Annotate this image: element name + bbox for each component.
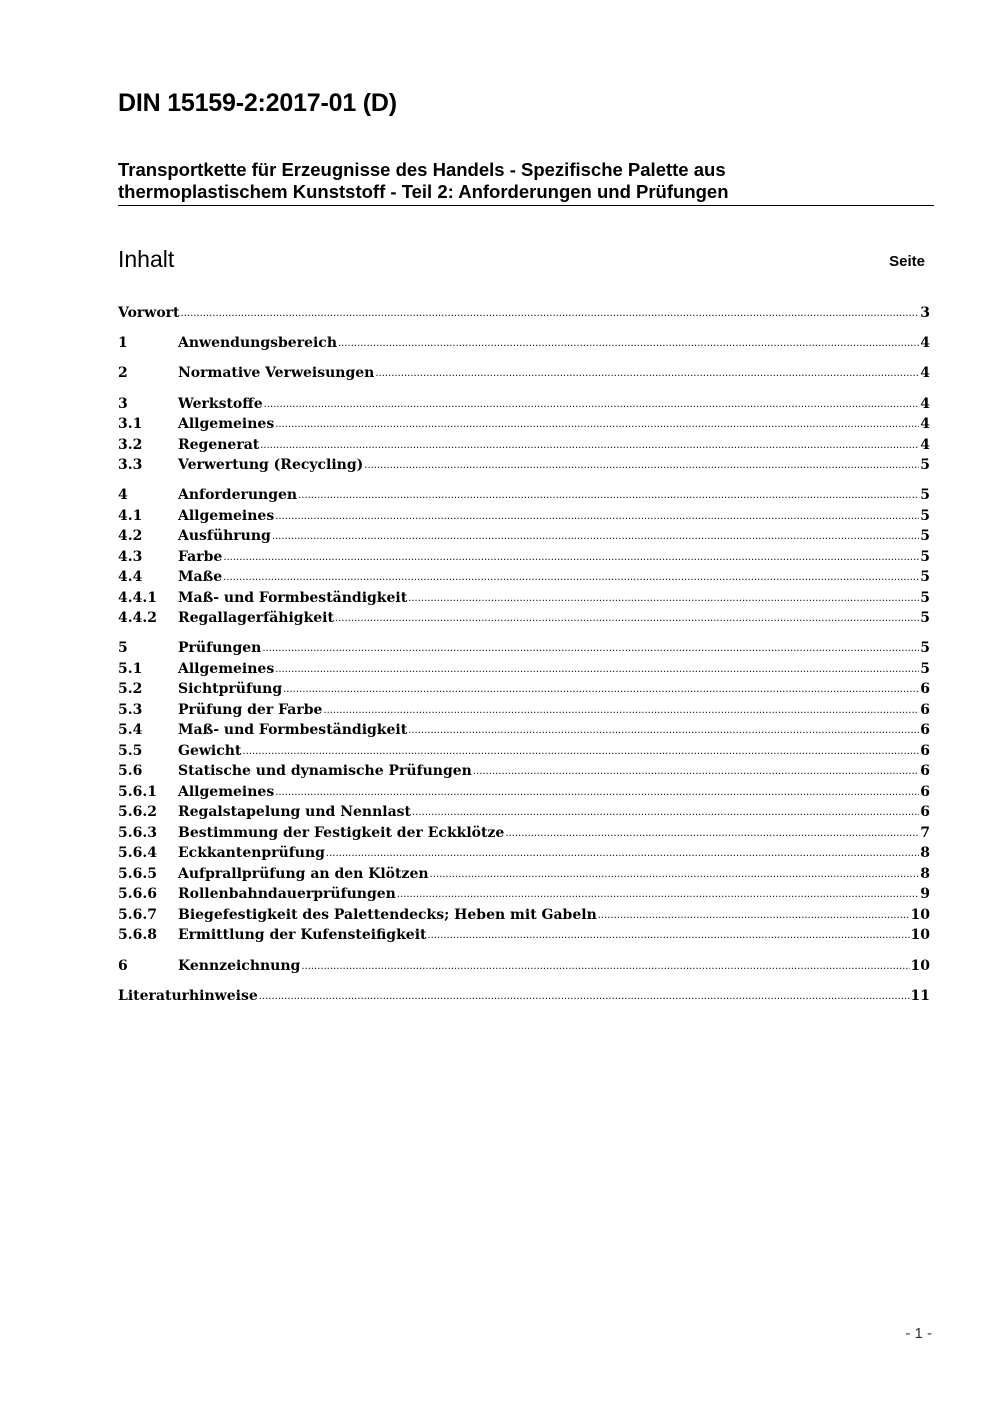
document-title-line: Transportkette für Erzeugnisse des Handels - Spezifische Palette aus [118,159,726,180]
toc-dot-leader [298,486,919,507]
toc-dot-leader [412,803,919,824]
toc-dot-leader [473,762,919,783]
toc-entry-title: Ermittlung der Kufensteifigkeit [178,927,427,944]
toc-dot-leader [430,865,920,886]
toc-entry-number: 3 [118,395,128,412]
toc-dot-leader [242,742,919,763]
toc-entry-page: 6 [920,804,930,821]
document-title-line: thermoplastischem Kunststoff - Teil 2: Anforderungen und Prüfungen [118,181,729,202]
toc-entry[interactable] [118,823,930,844]
toc-entry-page: 11 [910,987,930,1004]
toc-entry-title: Rollenbahndauerprüfungen [178,886,396,903]
toc-entry-number: 5.6.7 [118,906,157,923]
toc-entry[interactable] [118,741,930,762]
toc-entry-page: 9 [920,886,930,903]
toc-entry-title: Allgemeines [178,783,275,800]
toc-entry-number: 5.1 [118,660,143,677]
toc-entry-title: Allgemeines [178,660,275,677]
toc-entry-title: Regenerat [178,436,260,453]
toc-entry-number: 5.6.8 [118,927,157,944]
toc-entry[interactable] [118,608,930,629]
toc-entry-title: Regalstapelung und Nennlast [178,804,411,821]
toc-entry[interactable] [118,547,930,568]
title-divider [118,205,934,206]
toc-entry-title: Aufprallprüfung an den Klötzen [178,865,429,882]
toc-entry-number: 3.2 [118,436,143,453]
toc-entry-title: Prüfungen [178,640,262,657]
toc-dot-leader [397,885,919,906]
toc-entry-page: 5 [920,528,930,545]
toc-entry-number: 4.4.1 [118,589,157,606]
toc-entry-page: 5 [920,457,930,474]
toc-entry-page: 8 [920,865,930,882]
toc-dot-leader [408,721,919,742]
toc-entry-title: Maß- und Formbeständigkeit [178,722,408,739]
toc-entry-number: 5.5 [118,742,143,759]
toc-entry[interactable] [118,333,930,354]
toc-entry-title: Kennzeichnung [178,957,301,974]
toc-entry[interactable] [118,363,930,384]
toc-dot-leader [326,844,919,865]
toc-entry-number: 4.1 [118,507,143,524]
toc-entry[interactable] [118,526,930,547]
toc-dot-leader [275,783,919,804]
toc-entry-title: Farbe [178,548,223,565]
toc-dot-leader [335,609,919,630]
toc-entry-title: Statische und dynamische Prüfungen [178,763,472,780]
table-of-contents [118,303,930,1006]
toc-entry-number: 5.2 [118,681,143,698]
toc-entry-number: 6 [118,957,128,974]
toc-entry[interactable] [118,884,930,905]
toc-entry[interactable] [118,567,930,588]
toc-entry-number: 5.6.6 [118,886,157,903]
toc-entry-title: Anforderungen [178,487,298,504]
toc-entry-page: 5 [920,569,930,586]
toc-entry[interactable] [118,761,930,782]
toc-dot-leader [223,548,919,569]
document-title [118,159,934,203]
toc-entry-page: 8 [920,845,930,862]
toc-dot-leader [338,334,919,355]
toc-dot-leader [275,507,919,528]
toc-entry-page: 4 [920,416,930,433]
toc-entry-page: 3 [920,305,930,321]
toc-entry-title: Literaturhinweise [118,987,258,1004]
toc-dot-leader [262,639,919,660]
toc-entry-title: Eckkantenprüfung [178,845,325,862]
toc-entry-number: 5.6.4 [118,845,157,862]
toc-dot-leader [275,415,919,436]
toc-entry[interactable] [118,394,930,415]
toc-entry-title: Prüfung der Farbe [178,701,323,718]
toc-entry-title: Maß- und Formbeständigkeit [178,589,408,606]
toc-entry-page: 6 [920,701,930,718]
toc-entry-title: Bestimmung der Festigkeit der Eckklötze [178,824,505,841]
toc-entry-number: 5.6.5 [118,865,157,882]
toc-entry-number: 4.4 [118,569,143,586]
toc-dot-leader [364,456,919,477]
toc-entry[interactable] [118,679,930,700]
toc-entry-number: 5.6.1 [118,783,157,800]
toc-entry[interactable] [118,414,930,435]
toc-dot-leader [181,304,920,325]
toc-entry[interactable] [118,303,930,324]
toc-entry-page: 5 [920,640,930,657]
toc-entry-page: 5 [920,507,930,524]
toc-entry-page: 5 [920,548,930,565]
toc-entry-title: Allgemeines [178,507,275,524]
toc-entry[interactable] [118,435,930,456]
toc-dot-leader [264,395,920,416]
toc-entry-number: 4.3 [118,548,143,565]
toc-entry-number: 5.6.2 [118,804,157,821]
toc-entry-title: Regallagerfähigkeit [178,610,334,627]
toc-entry[interactable] [118,956,930,977]
toc-entry-page: 5 [920,660,930,677]
toc-entry-page: 10 [910,927,930,944]
toc-entry-title: Werkstoffe [178,395,263,412]
toc-entry[interactable] [118,485,930,506]
toc-dot-leader [408,589,919,610]
toc-entry-page: 4 [920,335,930,352]
toc-entry-title: Sichtprüfung [178,681,283,698]
toc-entry-page: 4 [920,365,930,382]
toc-entry-page: 5 [920,610,930,627]
toc-entry[interactable] [118,700,930,721]
toc-entry-number: 1 [118,335,128,352]
toc-dot-leader [427,926,909,947]
toc-entry-number: 4.4.2 [118,610,157,627]
toc-entry-page: 5 [920,589,930,606]
toc-entry-title: Ausführung [178,528,271,545]
toc-entry-number: 4 [118,487,128,504]
toc-page-label: Seite [889,253,925,270]
toc-dot-leader [301,957,909,978]
toc-entry[interactable] [118,864,930,885]
toc-entry-page: 5 [920,487,930,504]
toc-entry-title: Verwertung (Recycling) [178,457,364,474]
toc-entry-number: 5.4 [118,722,143,739]
toc-dot-leader [272,527,919,548]
toc-entry[interactable] [118,925,930,946]
toc-entry-number: 3.3 [118,457,143,474]
toc-entry-title: Biegefestigkeit des Palettendecks; Heben mit Gabeln [178,906,597,923]
toc-entry-page: 6 [920,742,930,759]
toc-entry[interactable] [118,455,930,476]
toc-entry[interactable] [118,986,930,1007]
toc-entry[interactable] [118,506,930,527]
toc-dot-leader [375,364,919,385]
toc-dot-leader [223,568,919,589]
toc-entry-title: Vorwort [118,305,180,321]
footer-page-number: - 1 - [905,1325,932,1342]
toc-entry[interactable] [118,905,930,926]
toc-entry-number: 5.6 [118,763,143,780]
toc-entry-page: 6 [920,681,930,698]
toc-entry-title: Maße [178,569,223,586]
toc-dot-leader [323,701,919,722]
toc-dot-leader [259,987,910,1008]
toc-entry-title: Anwendungsbereich [178,335,337,352]
toc-entry-number: 5.3 [118,701,143,718]
toc-entry-title: Normative Verweisungen [178,365,375,382]
toc-entry[interactable] [118,588,930,609]
toc-entry-number: 4.2 [118,528,143,545]
toc-dot-leader [283,680,919,701]
toc-entry-page: 4 [920,395,930,412]
toc-entry-number: 5 [118,640,128,657]
toc-heading: Inhalt [118,246,175,272]
document-id: DIN 15159-2:2017-01 (D) [118,89,397,117]
toc-entry-page: 10 [910,957,930,974]
toc-entry-number: 5.6.3 [118,824,157,841]
toc-entry[interactable] [118,720,930,741]
toc-entry[interactable] [118,802,930,823]
toc-entry-page: 7 [920,824,930,841]
toc-dot-leader [505,824,919,845]
toc-entry-page: 4 [920,436,930,453]
toc-dot-leader [275,660,919,681]
toc-entry[interactable] [118,638,930,659]
toc-entry[interactable] [118,782,930,803]
toc-entry[interactable] [118,659,930,680]
toc-entry[interactable] [118,843,930,864]
toc-entry-page: 6 [920,722,930,739]
toc-entry-page: 6 [920,763,930,780]
toc-entry-number: 3.1 [118,416,143,433]
toc-entry-page: 6 [920,783,930,800]
toc-dot-leader [598,906,910,927]
toc-entry-page: 10 [910,906,930,923]
toc-entry-title: Gewicht [178,742,242,759]
toc-entry-title: Allgemeines [178,416,275,433]
toc-entry-number: 2 [118,365,128,382]
toc-dot-leader [260,436,919,457]
